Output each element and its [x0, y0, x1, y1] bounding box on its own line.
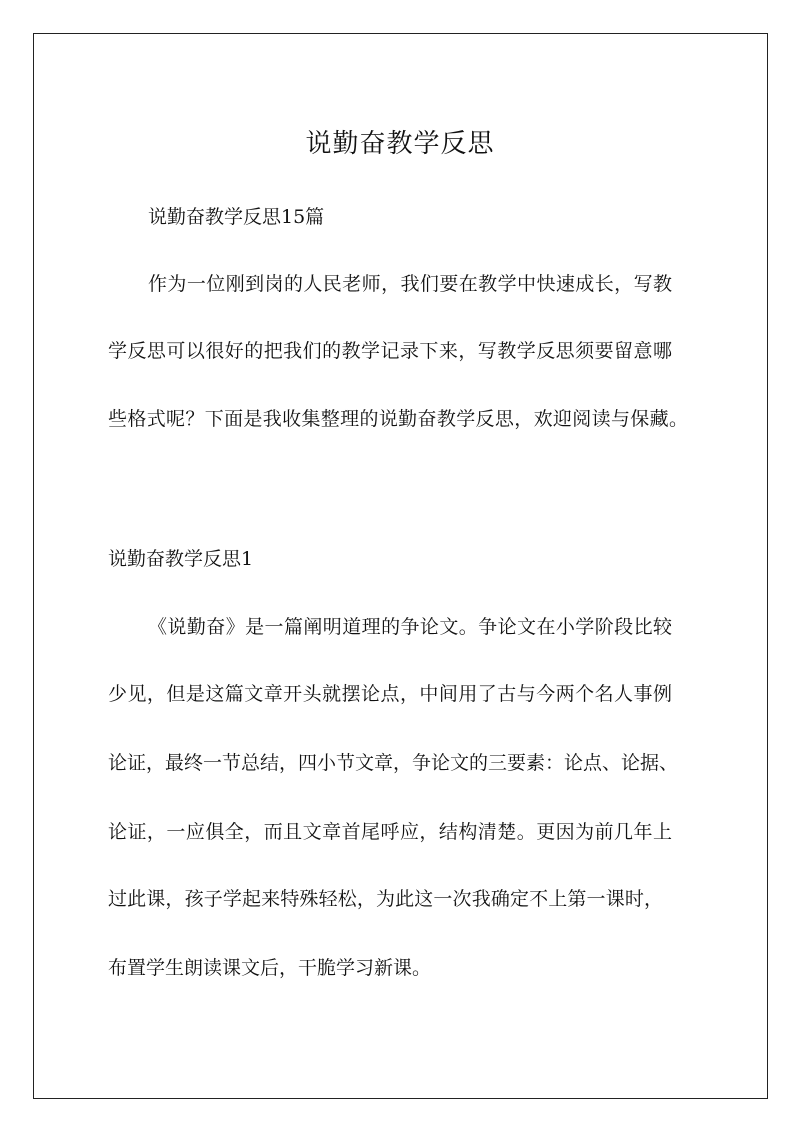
intro-line-2: 学反思可以很好的把我们的教学记录下来，写教学反思须要留意哪: [108, 340, 672, 362]
section-line-5: 过此课，孩子学起来特殊轻松，为此这一次我确定不上第一课时，: [108, 888, 663, 910]
section-line-2: 少见，但是这篇文章开头就摆论点，中间用了古与今两个名人事例: [108, 683, 672, 705]
intro-line-1: 作为一位刚到岗的人民老师，我们要在教学中快速成长，写教: [148, 273, 672, 295]
document-subtitle: 说勤奋教学反思15篇: [148, 206, 325, 228]
section-line-4: 论证，一应俱全，而且文章首尾呼应，结构清楚。更因为前几年上: [108, 821, 672, 843]
section-line-1: 《说勤奋》是一篇阐明道理的争论文。争论文在小学阶段比较: [148, 616, 672, 638]
section-line-6: 布置学生朗读课文后，干脆学习新课。: [108, 957, 432, 979]
document-title: 说勤奋教学反思: [305, 129, 495, 159]
section-heading: 说勤奋教学反思1: [108, 548, 254, 570]
intro-line-3: 些格式呢？下面是我收集整理的说勤奋教学反思，欢迎阅读与保藏。: [108, 408, 688, 430]
section-line-3: 论证，最终一节总结，四小节文章，争论文的三要素：论点、论据、: [108, 752, 679, 774]
